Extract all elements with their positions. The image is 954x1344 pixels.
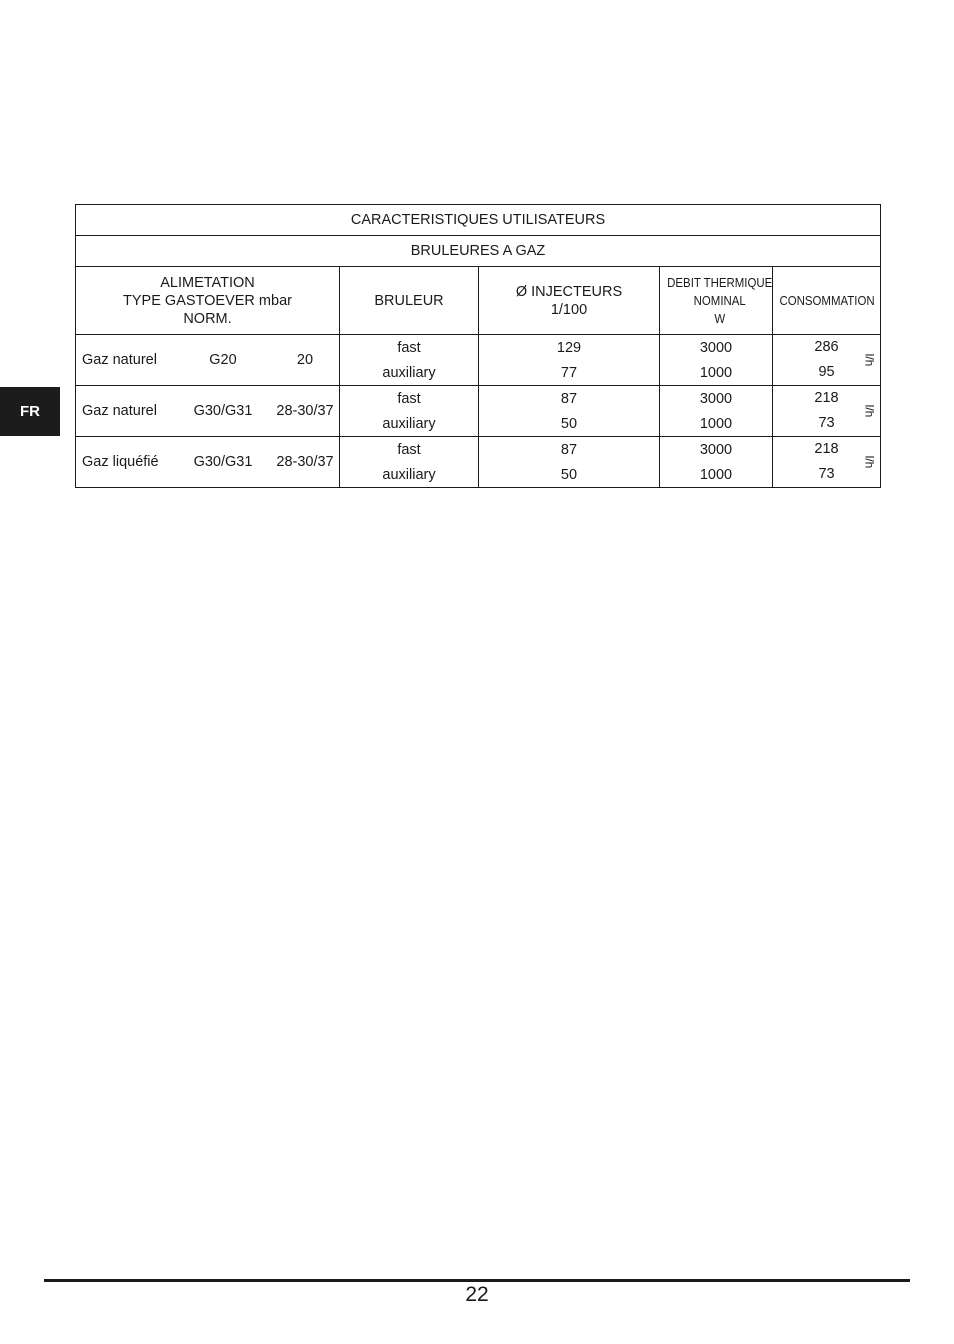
table-row [76,437,881,463]
gas-pressure: 20 [296,352,314,368]
consumption-value: 286 [814,339,839,355]
burner-cell: fast [340,335,479,361]
power-cell: 1000 [660,462,773,488]
consumption-cell [773,386,881,437]
gas-name: Gaz naturel [82,352,157,368]
header-burner: BRULEUR [340,267,479,335]
injector-cell: 87 [479,386,660,412]
power-cell: 3000 [660,386,773,412]
gas-type: G20 [209,352,237,368]
header-supply-line3: NORM. [183,310,232,327]
power-cell: 3000 [660,335,773,361]
header-thermal [660,267,773,335]
injector-cell: 77 [479,360,660,386]
unit-label: l/h [862,353,877,367]
gas-pressure: 28-30/37 [276,403,334,419]
consumption-value: 73 [818,466,835,482]
burner-cell: auxiliary [340,462,479,488]
burner-cell: auxiliary [340,360,479,386]
gas-pressure: 28-30/37 [276,454,334,470]
header-thermal-line1: DEBIT THERMIQUE [667,274,773,290]
header-injector [479,267,660,335]
burner-cell: fast [340,386,479,412]
injector-cell: 50 [479,411,660,437]
header-thermal-line2: NOMINAL [693,292,746,308]
injector-cell: 129 [479,335,660,361]
footer-divider [44,1279,910,1282]
unit-label: l/h [862,404,877,418]
gas-type: G30/G31 [193,403,253,419]
power-cell: 3000 [660,437,773,463]
gas-cell [76,386,340,437]
consumption-value: 218 [814,441,839,457]
gas-name: Gaz naturel [82,403,157,419]
injector-cell: 87 [479,437,660,463]
consumption-value: 73 [818,415,835,431]
unit-label: l/h [862,455,877,469]
gas-burner-specs-table [75,204,881,488]
table-subtitle: BRULEURES A GAZ [76,236,881,267]
header-thermal-line3: W [714,310,726,326]
table-row [76,386,881,412]
header-consumption-label: CONSOMMATION [779,292,875,308]
page-number: 22 [465,1283,489,1306]
header-injector-line2: 1/100 [550,301,588,318]
power-cell: 1000 [660,360,773,386]
gas-cell [76,437,340,488]
power-cell: 1000 [660,411,773,437]
header-supply-line1: ALIMETATION [160,274,255,291]
header-supply [76,267,340,335]
table-row [76,335,881,361]
consumption-cell [773,335,881,386]
header-supply-line2: TYPE GASTOEVER mbar [123,292,292,309]
consumption-value: 95 [818,364,835,380]
consumption-value: 218 [814,390,839,406]
header-injector-line1: Ø INJECTEURS [515,283,623,300]
gas-cell [76,335,340,386]
gas-type: G30/G31 [193,454,253,470]
gas-name: Gaz liquéfié [82,454,159,470]
burner-cell: fast [340,437,479,463]
injector-cell: 50 [479,462,660,488]
consumption-cell [773,437,881,488]
burner-cell: auxiliary [340,411,479,437]
language-tab: FR [0,387,60,436]
header-consumption [773,267,881,335]
table-title: CARACTERISTIQUES UTILISATEURS [76,205,881,236]
